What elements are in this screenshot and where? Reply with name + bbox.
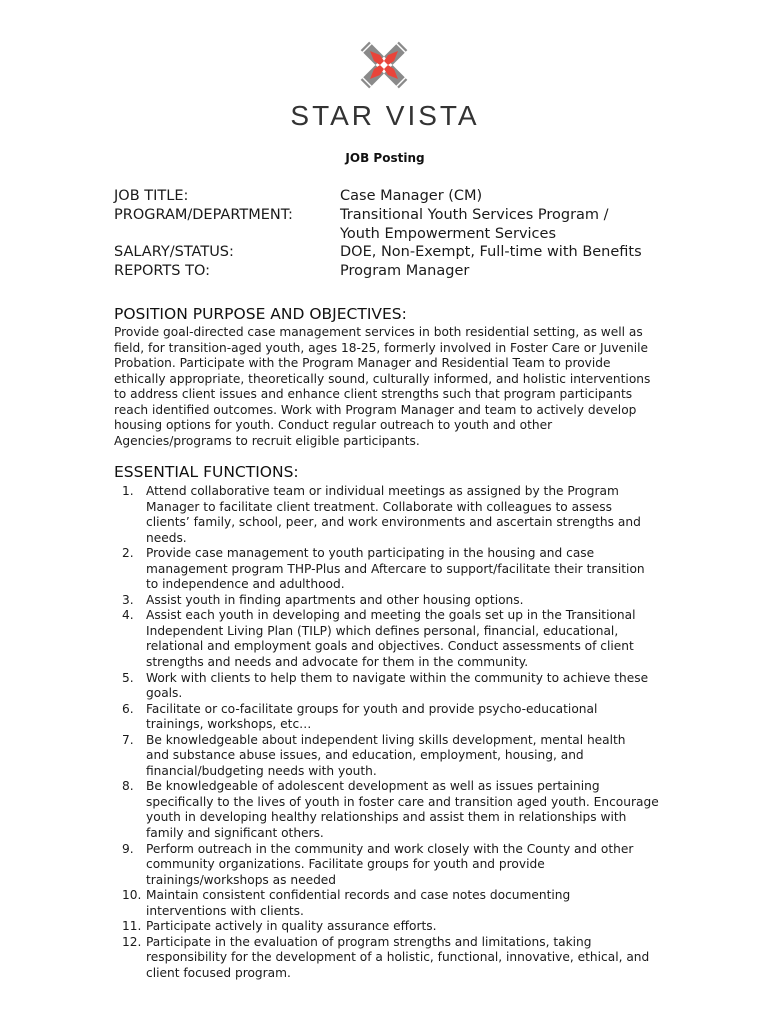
function-item — [114, 935, 674, 982]
function-line: management program THP-Plus and Aftercare to support/facilitate their transition — [146, 561, 645, 576]
function-number: 4. — [122, 608, 134, 623]
function-item — [114, 484, 674, 546]
function-line: needs. — [146, 530, 187, 545]
function-line: Assist youth in finding apartments and other housing options. — [146, 592, 524, 607]
function-text — [146, 608, 674, 670]
function-line: Be knowledgeable about independent living skills development, mental health — [146, 732, 626, 747]
function-line: Participate in the evaluation of program strengths and limitations, taking — [146, 934, 592, 949]
function-line: Maintain consistent confidential records and case notes documenting — [146, 888, 571, 903]
salary-value: DOE, Non-Exempt, Full-time with Benefits — [340, 244, 642, 261]
function-text — [146, 779, 674, 841]
function-line: trainings, workshops, etc… — [146, 717, 312, 732]
function-line: Independent Living Plan (TILP) which defines personal, financial, educational, — [146, 623, 619, 638]
purpose-line: housing options for youth. Conduct regular outreach to youth and other — [114, 418, 553, 433]
salary-row — [114, 243, 734, 262]
function-line: financial/budgeting needs with youth. — [146, 763, 377, 778]
function-line: family and significant others. — [146, 826, 324, 841]
org-name: STAR VISTA — [290, 100, 480, 131]
salary-label: SALARY/STATUS: — [114, 244, 234, 261]
document-type-heading: JOB Posting — [345, 151, 425, 165]
star-vista-logo-icon — [356, 37, 412, 93]
function-number: 8. — [122, 779, 134, 794]
job-title-value: Case Manager (CM) — [340, 188, 483, 204]
function-line: Perform outreach in the community and work closely with the County and other — [146, 841, 634, 856]
job-title-row — [114, 187, 734, 206]
purpose-line: ethically appropriate, theoretically sound, culturally informed, and holistic interventions — [114, 371, 651, 386]
function-line: Manager to facilitate client treatment. Collaborate with colleagues to assess — [146, 499, 612, 514]
function-text — [146, 546, 674, 593]
function-line: Attend collaborative team or individual meetings as assigned by the Program — [146, 484, 619, 498]
function-item — [114, 671, 674, 702]
function-line: strengths and needs and advocate for them in the community. — [146, 655, 529, 670]
function-text — [146, 919, 674, 935]
function-number: 2. — [122, 546, 134, 561]
function-text — [146, 842, 674, 889]
job-meta — [114, 187, 734, 281]
job-title-label: JOB TITLE: — [114, 188, 189, 204]
function-line: to independence and adulthood. — [146, 577, 345, 592]
function-number: 9. — [122, 841, 134, 856]
program-row-continued — [114, 225, 734, 244]
function-item — [114, 779, 674, 841]
program-row — [114, 206, 734, 225]
function-item — [114, 888, 674, 919]
function-line: relational and employment goals and objectives. Conduct assessments of client — [146, 639, 634, 654]
function-line: Facilitate or co-facilitate groups for youth and provide psycho-educational — [146, 701, 598, 716]
function-line: trainings/workshops as needed — [146, 872, 337, 887]
function-line: clients’ family, school, peer, and work environments and ascertain strengths and — [146, 515, 641, 530]
function-text — [146, 702, 674, 733]
function-line: Provide case management to youth participating in the housing and case — [146, 546, 595, 561]
purpose-heading: POSITION PURPOSE AND OBJECTIVES: — [114, 305, 407, 323]
reports-to-label: REPORTS TO: — [114, 263, 210, 280]
function-line: community organizations. Facilitate groups for youth and provide — [146, 857, 545, 872]
functions-list — [114, 484, 674, 982]
purpose-line: Agencies/programs to recruit eligible participants. — [114, 433, 420, 448]
function-line: Work with clients to help them to navigate within the community to achieve these — [146, 670, 649, 685]
reports-to-row — [114, 262, 734, 281]
purpose-line: reach identified outcomes. Work with Program Manager and team to actively develop — [114, 402, 637, 417]
function-number: 7. — [122, 732, 134, 747]
function-item — [114, 842, 674, 889]
function-number: 3. — [122, 592, 134, 607]
function-text — [146, 671, 674, 702]
function-line: Be knowledgeable of adolescent development as well as issues pertaining — [146, 779, 600, 794]
function-text — [146, 935, 674, 982]
purpose-line: Probation. Participate with the Program Manager and Residential Team to provide — [114, 356, 611, 371]
function-number: 10. — [122, 888, 142, 903]
program-value-continued: Youth Empowerment Services — [340, 225, 556, 242]
purpose-line: Provide goal-directed case management services in both residential setting, as well as — [114, 325, 643, 339]
function-item — [114, 702, 674, 733]
program-value: Transitional Youth Services Program / — [340, 206, 609, 223]
function-number: 12. — [122, 934, 142, 949]
function-item — [114, 733, 674, 780]
purpose-paragraph — [114, 325, 674, 449]
function-number: 11. — [122, 919, 142, 934]
function-number: 1. — [122, 484, 134, 498]
function-number: 5. — [122, 670, 134, 685]
function-line: interventions with clients. — [146, 903, 304, 918]
function-line: client focused program. — [146, 965, 291, 980]
purpose-line: field, for transition-aged youth, ages 18-25, formerly involved in Foster Care or Juvenile — [114, 340, 649, 355]
function-text — [146, 593, 674, 609]
function-line: goals. — [146, 686, 183, 701]
function-number: 6. — [122, 701, 134, 716]
purpose-line: to address client issues and enhance client strengths such that program participants — [114, 387, 633, 402]
function-text — [146, 484, 674, 546]
function-text — [146, 888, 674, 919]
function-line: responsibility for the development of a holistic, functional, innovative, ethical, and — [146, 950, 650, 965]
functions-heading: ESSENTIAL FUNCTIONS: — [114, 463, 299, 481]
function-line: and substance abuse issues, and education, employment, housing, and — [146, 748, 584, 763]
function-item — [114, 593, 674, 609]
function-line: Assist each youth in developing and meeting the goals set up in the Transitional — [146, 608, 636, 623]
function-text — [146, 733, 674, 780]
function-line: specifically to the lives of youth in foster care and transition aged youth. Encourage — [146, 794, 659, 809]
function-line: youth in developing healthy relationships and assist them in relationships with — [146, 810, 627, 825]
function-line: Participate actively in quality assurance efforts. — [146, 919, 437, 934]
function-item — [114, 608, 674, 670]
function-item — [114, 546, 674, 593]
program-label: PROGRAM/DEPARTMENT: — [114, 206, 293, 223]
reports-to-value: Program Manager — [340, 263, 470, 280]
function-item — [114, 919, 674, 935]
